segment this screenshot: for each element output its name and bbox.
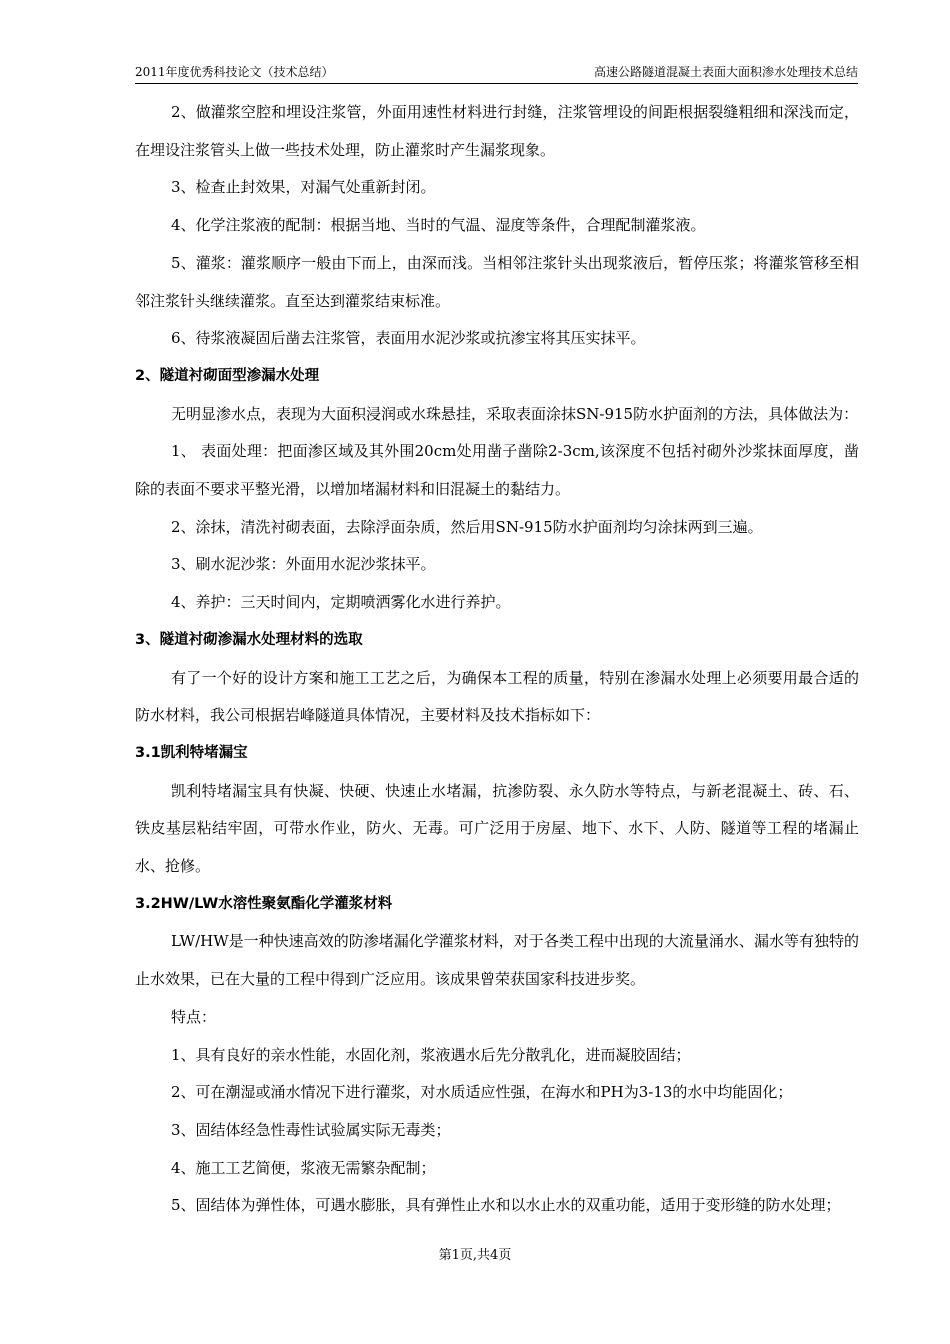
- paragraph: 有了一个好的设计方案和施工工艺之后，为确保本工程的质量，特别在渗漏水处理上必须要用最合适的防水材料，我公司根据岩峰隧道具体情况，主要材料及技术指标如下：: [135, 668, 859, 725]
- paragraph: 无明显渗水点，表现为大面积浸润或水珠悬挂，采取表面涂抹SN-915防水护面剂的方法，具体做法为：: [171, 404, 859, 423]
- paragraph: 特点：: [171, 1007, 217, 1026]
- page-footer: 第1页,共4页: [438, 1248, 512, 1263]
- subsection-heading: 3.1凯利特堵漏宝: [135, 744, 248, 761]
- section-heading: 3、隧道衬砌渗漏水处理材料的选取: [135, 631, 363, 648]
- document-body: [135, 94, 859, 1225]
- paragraph: LW/HW是一种快速高效的防渗堵漏化学灌浆材料，对于各类工程中出现的大流量涌水、漏水等有独特的止水效果，已在大量的工程中得到广泛应用。该成果曾荣获国家科技进步奖。: [135, 932, 859, 989]
- page-header: [135, 63, 858, 84]
- paragraph: 3、固结体经急性毒性试验属实际无毒类；: [171, 1120, 451, 1139]
- header-right: 高速公路隧道混凝土表面大面积渗水处理技术总结: [593, 65, 858, 79]
- subsection-heading: 3.2HW/LW水溶性聚氨酯化学灌浆材料: [135, 895, 393, 912]
- paragraph: 4、养护：三天时间内，定期喷洒雾化水进行养护。: [171, 593, 511, 612]
- paragraph: 5、固结体为弹性体，可遇水膨胀，具有弹性止水和以水止水的双重功能，适用于变形缝的防水处理；: [171, 1196, 841, 1215]
- paragraph: 5、灌浆：灌浆顺序一般由下而上，由深而浅。当相邻注浆针头出现浆液后，暂停压浆；将灌浆管移至相邻注浆针头继续灌浆。直至达到灌浆结束标准。: [135, 253, 859, 310]
- paragraph: 1、 表面处理：把面渗区域及其外围20cm处用凿子凿除2-3cm,该深度不包括衬砌外沙浆抹面厚度，凿除的表面不要求平整光滑，以增加堵漏材料和旧混凝土的黏结力。: [135, 442, 859, 499]
- paragraph: 3、刷水泥沙浆：外面用水泥沙浆抹平。: [171, 555, 436, 574]
- paragraph: 3、检查止封效果，对漏气处重新封闭。: [171, 178, 436, 197]
- paragraph: 1、具有良好的亲水性能，水固化剂，浆液遇水后先分散乳化，进而凝胶固结；: [171, 1045, 691, 1064]
- paragraph: 2、可在潮湿或涌水情况下进行灌浆，对水质适应性强，在海水和PH为3-13的水中均能固化；: [171, 1083, 793, 1102]
- paragraph: 4、化学注浆液的配制：根据当地、当时的气温、湿度等条件，合理配制灌浆液。: [171, 216, 706, 235]
- paragraph: 4、施工工艺简便，浆液无需繁杂配制；: [171, 1158, 436, 1177]
- paragraph: 2、做灌浆空腔和埋设注浆管，外面用速性材料进行封缝，注浆管埋设的间距根据裂缝粗细和深浅而定，在埋设注浆管头上做一些技术处理，防止灌浆时产生漏浆现象。: [135, 103, 859, 159]
- header-left: 2011年度优秀科技论文（技术总结）: [135, 65, 334, 79]
- section-heading: 2、隧道衬砌面型渗漏水处理: [135, 367, 320, 384]
- paragraph: 2、涂抹，清洗衬砌表面，去除浮面杂质，然后用SN-915防水护面剂均匀涂抹两到三遍。: [171, 517, 763, 536]
- paragraph: 6、待浆液凝固后凿去注浆管，表面用水泥沙浆或抗渗宝将其压实抹平。: [171, 329, 646, 348]
- paragraph: 凯利特堵漏宝具有快凝、快硬、快速止水堵漏，抗渗防裂、永久防水等特点，与新老混凝土、砖、石、铁皮基层粘结牢固，可带水作业，防火、无毒。可广泛用于房屋、地下、水下、人防、隧道等工程的堵漏止水、抢修。: [135, 781, 859, 876]
